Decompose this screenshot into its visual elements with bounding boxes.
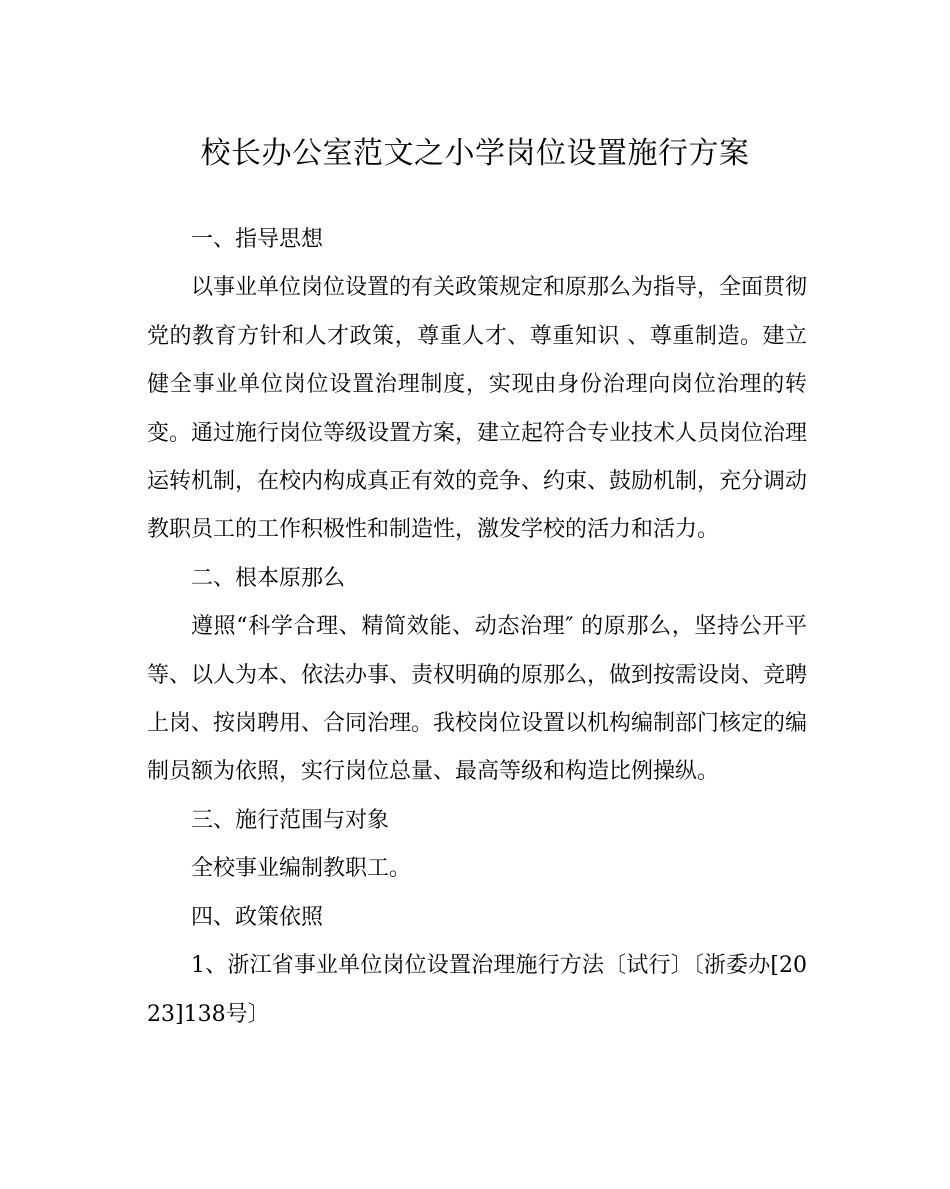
section-heading-guiding-ideology: 一、指导思想 xyxy=(191,227,324,252)
section-heading-scope-and-targets: 三、施行范围与对象 xyxy=(191,807,390,833)
paragraph-scope-and-targets: 全校事业编制教职工。 xyxy=(191,856,412,882)
document-title: 校长办公室范文之小学岗位设置施行方案 xyxy=(200,136,750,171)
paragraph-guiding-ideology: 以事业单位岗位设置的有关政策规定和原那么为指导，全面贯彻党的教育方针和人才政策，尊重人才、尊重知识 、尊重制造。建立健全事业单位岗位设置治理制度，实现由身份治理向岗位治理的转变。通过施行岗位等级设置方案，建立起符合专业技术人员岗位治理运转机制，在校内构成真正有效的竞争、约束、鼓励机制，充分调动教职员工的工作积极性和制造性，激发学校的活力和活力。 xyxy=(147,275,808,543)
paragraph-policy-basis-item-1: 1、浙江省事业单位岗位设置治理施行方法〔试行〕〔浙委办[2023]138号〕 xyxy=(147,953,807,1027)
paragraph-basic-principles: 遵照“科学合理、精简效能、动态治理″ 的原那么，坚持公开平等、以人为本、依法办事、责权明确的原那么，做到按需设岗、竞聘上岗、按岗聘用、合同治理。我校岗位设置以机构编制部门核定的编制员额为依照，实行岗位总量、最高等级和构造比例操纵。 xyxy=(147,614,808,785)
section-heading-policy-basis: 四、政策依照 xyxy=(191,904,324,930)
document-body xyxy=(147,216,807,1039)
section-heading-basic-principles: 二、根本原那么 xyxy=(191,565,346,591)
